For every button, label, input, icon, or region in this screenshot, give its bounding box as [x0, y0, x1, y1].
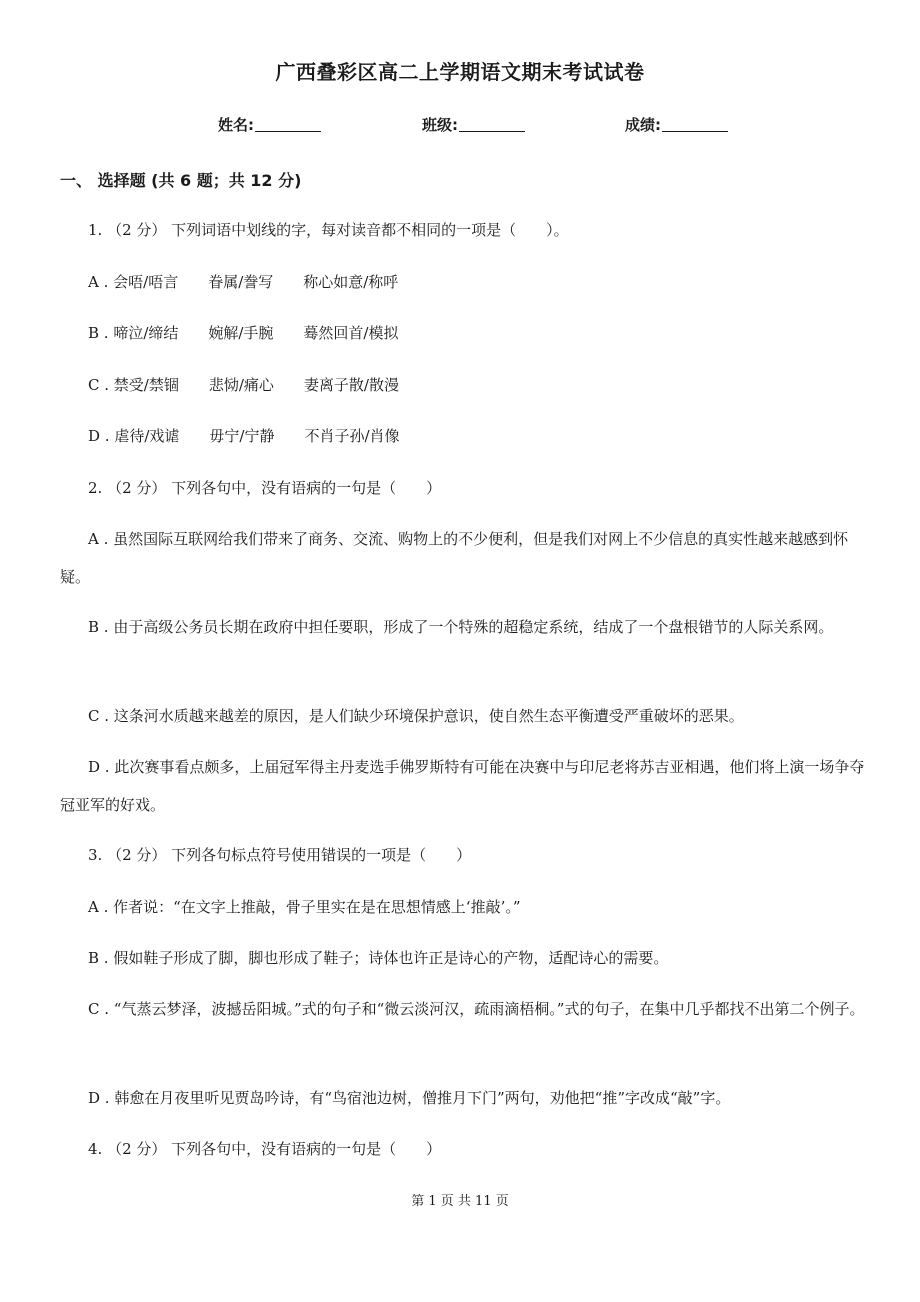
question-4-stem: 4. （2 分） 下列各句中，没有语病的一句是（ ）: [88, 1140, 442, 1158]
page-title: 广西叠彩区高二上学期语文期末考试试卷: [275, 60, 645, 84]
question-2-option-d: D . 此次赛事看点颇多，上届冠军得主丹麦选手佛罗斯特有可能在决赛中与印尼老将苏吉亚相遇，他们将上演一场争夺冠亚军的好戏。: [60, 758, 865, 814]
question-2-stem: 2. （2 分） 下列各句中，没有语病的一句是（ ）: [88, 479, 442, 497]
question-3-option-d: D . 韩愈在月夜里听见贾岛吟诗，有“鸟宿池边树，僧推月下门”两句，劝他把“推”字改成“敲”字。: [88, 1089, 731, 1107]
score-label: 成绩:: [625, 116, 661, 134]
name-field: [218, 114, 321, 135]
name-label: 姓名:: [218, 116, 254, 134]
question-3-option-c: C . “气蒸云梦泽，波撼岳阳城。”式的句子和“微云淡河汉，疏雨滴梧桐。”式的句子，在集中几乎都找不出第二个例子。: [88, 1000, 865, 1018]
score-field: [625, 114, 728, 135]
question-1-option-a: A . 会唔/唔言 眷属/誊写 称心如意/称呼: [88, 273, 399, 291]
question-3-option-b: B . 假如鞋子形成了脚，脚也形成了鞋子；诗体也许正是诗心的产物，适配诗心的需要。: [88, 949, 669, 967]
question-3-option-a: A . 作者说：“在文字上推敲，骨子里实在是在思想情感上‘推敲’。”: [88, 898, 521, 916]
question-2-option-c: C . 这条河水质越来越差的原因，是人们缺少环境保护意识，使自然生态平衡遭受严重破坏的恶果。: [88, 707, 744, 725]
question-1-option-b: B . 啼泣/缔结 婉解/手腕 蓦然回首/模拟: [88, 324, 399, 342]
student-info-row: [0, 114, 920, 138]
question-3-stem: 3. （2 分） 下列各句标点符号使用错误的一项是（ ）: [88, 846, 472, 864]
question-1-option-c: C . 禁受/禁锢 悲恸/痛心 妻离子散/散漫: [88, 376, 399, 394]
section-title: 一、 选择题 (共 6 题；共 12 分): [60, 171, 302, 190]
class-blank: [459, 115, 525, 132]
name-blank: [255, 115, 321, 132]
question-1-stem: 1. （2 分） 下列词语中划线的字，每对读音都不相同的一项是（ ）。: [88, 221, 569, 239]
class-label: 班级:: [422, 116, 458, 134]
class-field: [422, 114, 525, 135]
question-2-option-a: A . 虽然国际互联网给我们带来了商务、交流、购物上的不少便利，但是我们对网上不少信息的真实性越来越感到怀疑。: [60, 530, 849, 586]
page-footer: 第 1 页 共 11 页: [411, 1194, 509, 1209]
question-2-option-b: B . 由于高级公务员长期在政府中担任要职，形成了一个特殊的超稳定系统，结成了一个盘根错节的人际关系网。: [88, 618, 834, 636]
question-1-option-d: D . 虐待/戏谑 毋宁/宁静 不肖子孙/肖像: [88, 427, 400, 445]
score-blank: [662, 115, 728, 132]
